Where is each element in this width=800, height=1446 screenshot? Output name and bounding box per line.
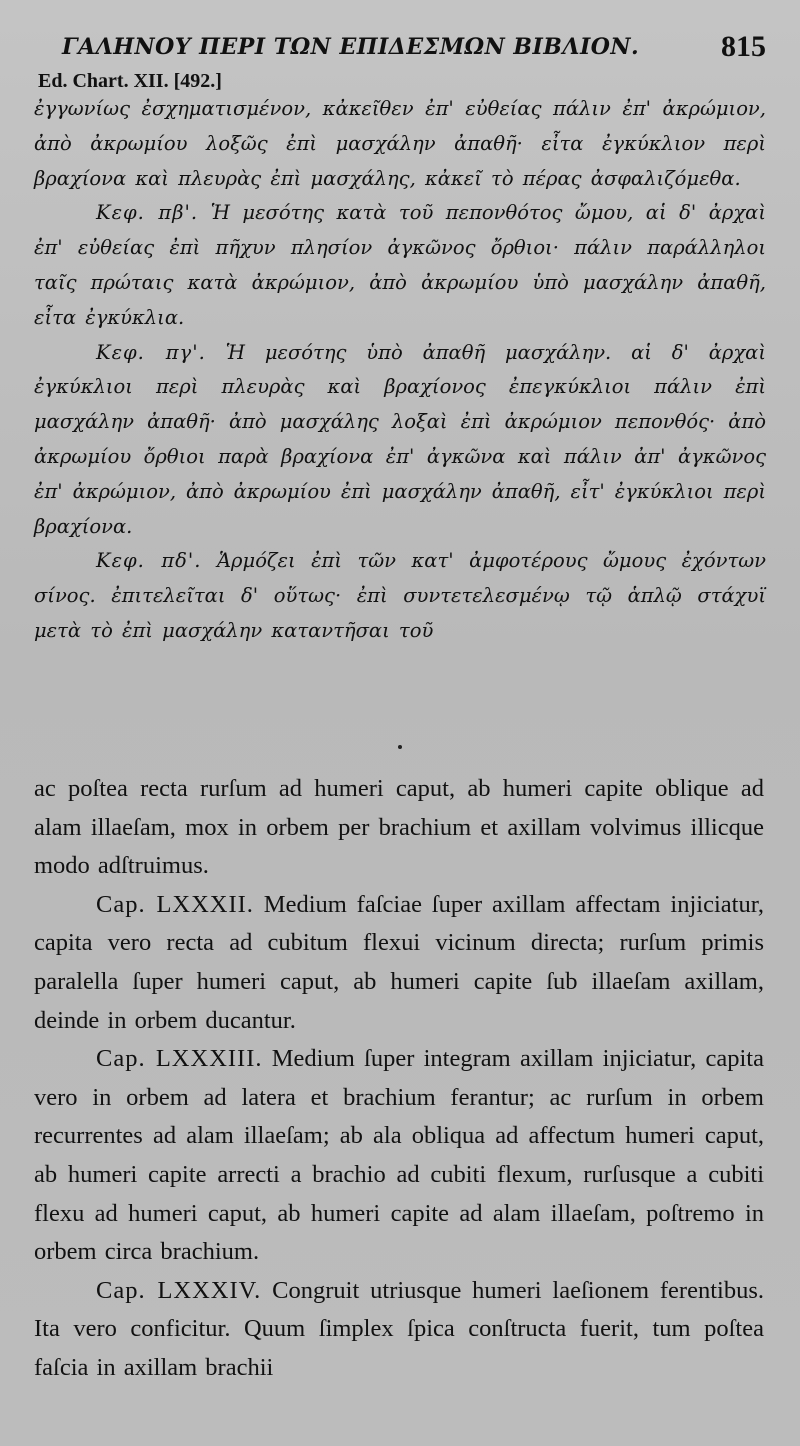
chapter-text: Medium faſciae ſuper axillam affectam injiciatur, capita vero recta ad cubitum flexui vicinum directa; rurſum primis paralella ſuper humeri caput, ab humeri capite ſub illaeſam axillam, deinde in orbem ducantur. <box>34 890 765 1034</box>
page-header <box>38 26 766 66</box>
chapter-text: Congruit utriusque humeri laeſionem ferentibus. Ita vero conficitur. Quum ſimplex ſpica conſtructa fuerit, tum poſtea faſcia in axillam brachii <box>34 1276 764 1381</box>
chapter-text: Ἡ μεσότης κατὰ τοῦ πεπονθότος ὤμου, αἱ δ' ἀρχαὶ ἐπ' εὐθείας ἐπὶ πῆχυν πλησίον ἀγκῶνος ὄρθιοι· πάλιν παράλληλοι ταῖς πρώταις κατὰ ἀκρώμιον, ἀπὸ ἀκρωμίου ὑπὸ μασχάλην ἀπαθῆ, εἶτα ἐγκύκλια. <box>34 201 766 329</box>
latin-chapter-82 <box>34 886 764 1040</box>
latin-paragraph: ac poſtea recta rurſum ad humeri caput, ab humeri capite oblique ad alam illaeſam, mox in orbem per brachium et axillam volvimus illicque modo adſtruimus. <box>34 775 764 880</box>
greek-chapter-82 <box>34 196 766 335</box>
chapter-label: Κεφ. πγ'. <box>96 340 206 364</box>
page-number: 815 <box>721 30 766 63</box>
latin-text-block <box>34 770 764 1388</box>
latin-chapter-83 <box>34 1040 764 1272</box>
chapter-label: Cap. LXXXII. <box>96 890 254 918</box>
greek-text-block <box>34 92 766 649</box>
chapter-text: Ἁρμόζει ἐπὶ τῶν κατ' ἀμφοτέρους ὤμους ἐχόντων σίνος. ἐπιτελεῖται δ' οὕτως· ἐπὶ συντετελεσμένῳ τῷ ἁπλῷ στάχυϊ μετὰ τὸ ἐπὶ μασχάλην καταντῆσαι τοῦ <box>34 549 767 642</box>
chapter-label: Cap. LXXXIII. <box>96 1045 263 1073</box>
latin-chapter-84 <box>34 1272 764 1388</box>
chapter-text: Ἡ μεσότης ὑπὸ ἀπαθῆ μασχάλην. αἱ δ' ἀρχαὶ ἐγκύκλιοι περὶ πλευρὰς καὶ βραχίονος ἐπεγκύκλιοι πάλιν ἐπὶ μασχάλην ἀπαθῆ· ἀπὸ μασχάλης λοξαὶ ἐπὶ ἀκρώμιον πεπονθός· ἀπὸ ἀκρωμίου ὄρθιοι παρὰ βραχίονα ἐπ' ἀγκῶνα καὶ πάλιν ἀπ' ἀγκῶνος ἐπ' ἀκρώμιον, ἀπὸ ἀκρωμίου ἐπὶ μασχάλην ἀπαθῆ, εἶτ' ἐγκύκλιοι περὶ βραχίονα. <box>34 340 766 538</box>
running-title: ΓΑΛΗΝΟΥ ΠΕΡΙ ΤΩΝ ΕΠΙΔΕΣΜΩΝ ΒΙΒΛΙΟΝ. <box>62 34 640 60</box>
chapter-label: Cap. LXXXIV. <box>96 1276 262 1304</box>
chapter-label: Κεφ. πβ'. <box>96 201 199 225</box>
greek-chapter-84 <box>34 544 766 648</box>
edition-reference: Ed. Chart. XII. [492.] <box>38 70 222 92</box>
greek-chapter-83 <box>34 336 766 545</box>
section-separator-dot <box>398 745 402 749</box>
chapter-text: Medium ſuper integram axillam injiciatur, capita vero in orbem ad latera et brachium ferantur; ac rurſum in orbem recurrentes ad alam illaeſam; ab ala obliqua ad affectum humeri caput, ab humeri capite arrecti a brachio ad cubiti flexum, rurſusque a cubiti flexu ad humeri caput, ab humeri capite ad alam illaeſam, poſtremo in orbem circa brachium. <box>34 1045 764 1266</box>
greek-paragraph: ἐγγωνίως ἐσχηματισμένον, κἀκεῖθεν ἐπ' εὐθείας πάλιν ἐπ' ἀκρώμιον, ἀπὸ ἀκρωμίου λοξῶς ἐπὶ μασχάλην ἀπαθῆ· εἶτα ἐγκύκλιον περὶ βραχίονα καὶ πλευρὰς ἐπὶ μασχάλης, κἀκεῖ τὸ πέρας ἀσφαλιζόμεθα. <box>34 97 766 190</box>
chapter-label: Κεφ. πδ'. <box>96 549 202 573</box>
